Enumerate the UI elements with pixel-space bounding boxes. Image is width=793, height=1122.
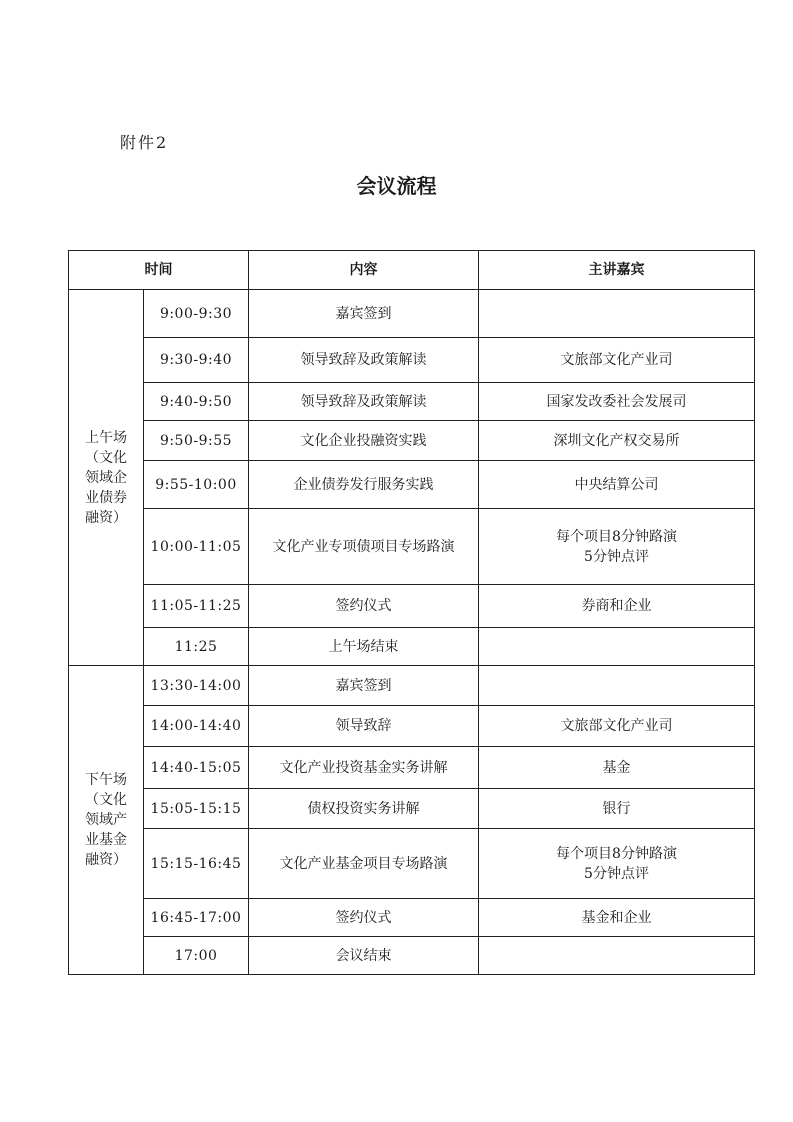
content-cell: 文化产业专项债项目专场路演	[249, 509, 479, 585]
table-row	[69, 937, 755, 975]
table-row	[69, 829, 755, 899]
speaker-cell: 国家发改委社会发展司	[479, 383, 755, 421]
content-cell: 债权投资实务讲解	[249, 789, 479, 829]
speaker-cell	[479, 628, 755, 666]
speaker-cell: 中央结算公司	[479, 461, 755, 509]
time-cell: 14:00-14:40	[144, 706, 249, 747]
time-cell: 11:05-11:25	[144, 585, 249, 628]
table-row	[69, 706, 755, 747]
content-cell: 上午场结束	[249, 628, 479, 666]
content-cell: 会议结束	[249, 937, 479, 975]
time-cell: 9:55-10:00	[144, 461, 249, 509]
attachment-label: 附件2	[120, 133, 169, 152]
header-speaker: 主讲嘉宾	[479, 251, 755, 290]
time-cell: 15:05-15:15	[144, 789, 249, 829]
time-cell: 15:15-16:45	[144, 829, 249, 899]
time-cell: 11:25	[144, 628, 249, 666]
header-row	[69, 251, 755, 290]
table-row	[69, 666, 755, 706]
content-cell: 领导致辞	[249, 706, 479, 747]
time-cell: 9:40-9:50	[144, 383, 249, 421]
table-row	[69, 628, 755, 666]
time-cell: 16:45-17:00	[144, 899, 249, 937]
time-cell: 9:50-9:55	[144, 421, 249, 461]
speaker-cell: 文旅部文化产业司	[479, 338, 755, 383]
speaker-cell: 深圳文化产权交易所	[479, 421, 755, 461]
content-cell: 文化产业基金项目专场路演	[249, 829, 479, 899]
speaker-cell: 每个项目8分钟路演 5分钟点评	[479, 509, 755, 585]
content-cell: 嘉宾签到	[249, 666, 479, 706]
speaker-cell: 基金	[479, 747, 755, 789]
content-cell: 签约仪式	[249, 899, 479, 937]
header-time: 时间	[69, 251, 249, 290]
table-row	[69, 747, 755, 789]
speaker-cell: 每个项目8分钟路演 5分钟点评	[479, 829, 755, 899]
morning-session-label: 上午场 （文化 领域企 业债券 融资）	[69, 290, 144, 666]
table-row	[69, 899, 755, 937]
time-cell: 17:00	[144, 937, 249, 975]
table-row	[69, 789, 755, 829]
table-row	[69, 585, 755, 628]
page-title: 会议流程	[356, 174, 437, 198]
header-content: 内容	[249, 251, 479, 290]
table-row	[69, 421, 755, 461]
time-cell: 13:30-14:00	[144, 666, 249, 706]
content-cell: 企业债券发行服务实践	[249, 461, 479, 509]
agenda-table	[68, 250, 755, 975]
table-row	[69, 290, 755, 338]
speaker-cell: 文旅部文化产业司	[479, 706, 755, 747]
afternoon-session-label: 下午场 （文化 领域产 业基金 融资）	[69, 666, 144, 975]
table-row	[69, 509, 755, 585]
table-row	[69, 338, 755, 383]
content-cell: 文化企业投融资实践	[249, 421, 479, 461]
content-cell: 领导致辞及政策解读	[249, 338, 479, 383]
speaker-cell	[479, 937, 755, 975]
table-row	[69, 383, 755, 421]
content-cell: 领导致辞及政策解读	[249, 383, 479, 421]
speaker-cell	[479, 290, 755, 338]
speaker-cell	[479, 666, 755, 706]
time-cell: 14:40-15:05	[144, 747, 249, 789]
speaker-cell: 银行	[479, 789, 755, 829]
speaker-cell: 基金和企业	[479, 899, 755, 937]
table-row	[69, 461, 755, 509]
time-cell: 10:00-11:05	[144, 509, 249, 585]
content-cell: 文化产业投资基金实务讲解	[249, 747, 479, 789]
speaker-cell: 券商和企业	[479, 585, 755, 628]
time-cell: 9:00-9:30	[144, 290, 249, 338]
content-cell: 签约仪式	[249, 585, 479, 628]
content-cell: 嘉宾签到	[249, 290, 479, 338]
time-cell: 9:30-9:40	[144, 338, 249, 383]
